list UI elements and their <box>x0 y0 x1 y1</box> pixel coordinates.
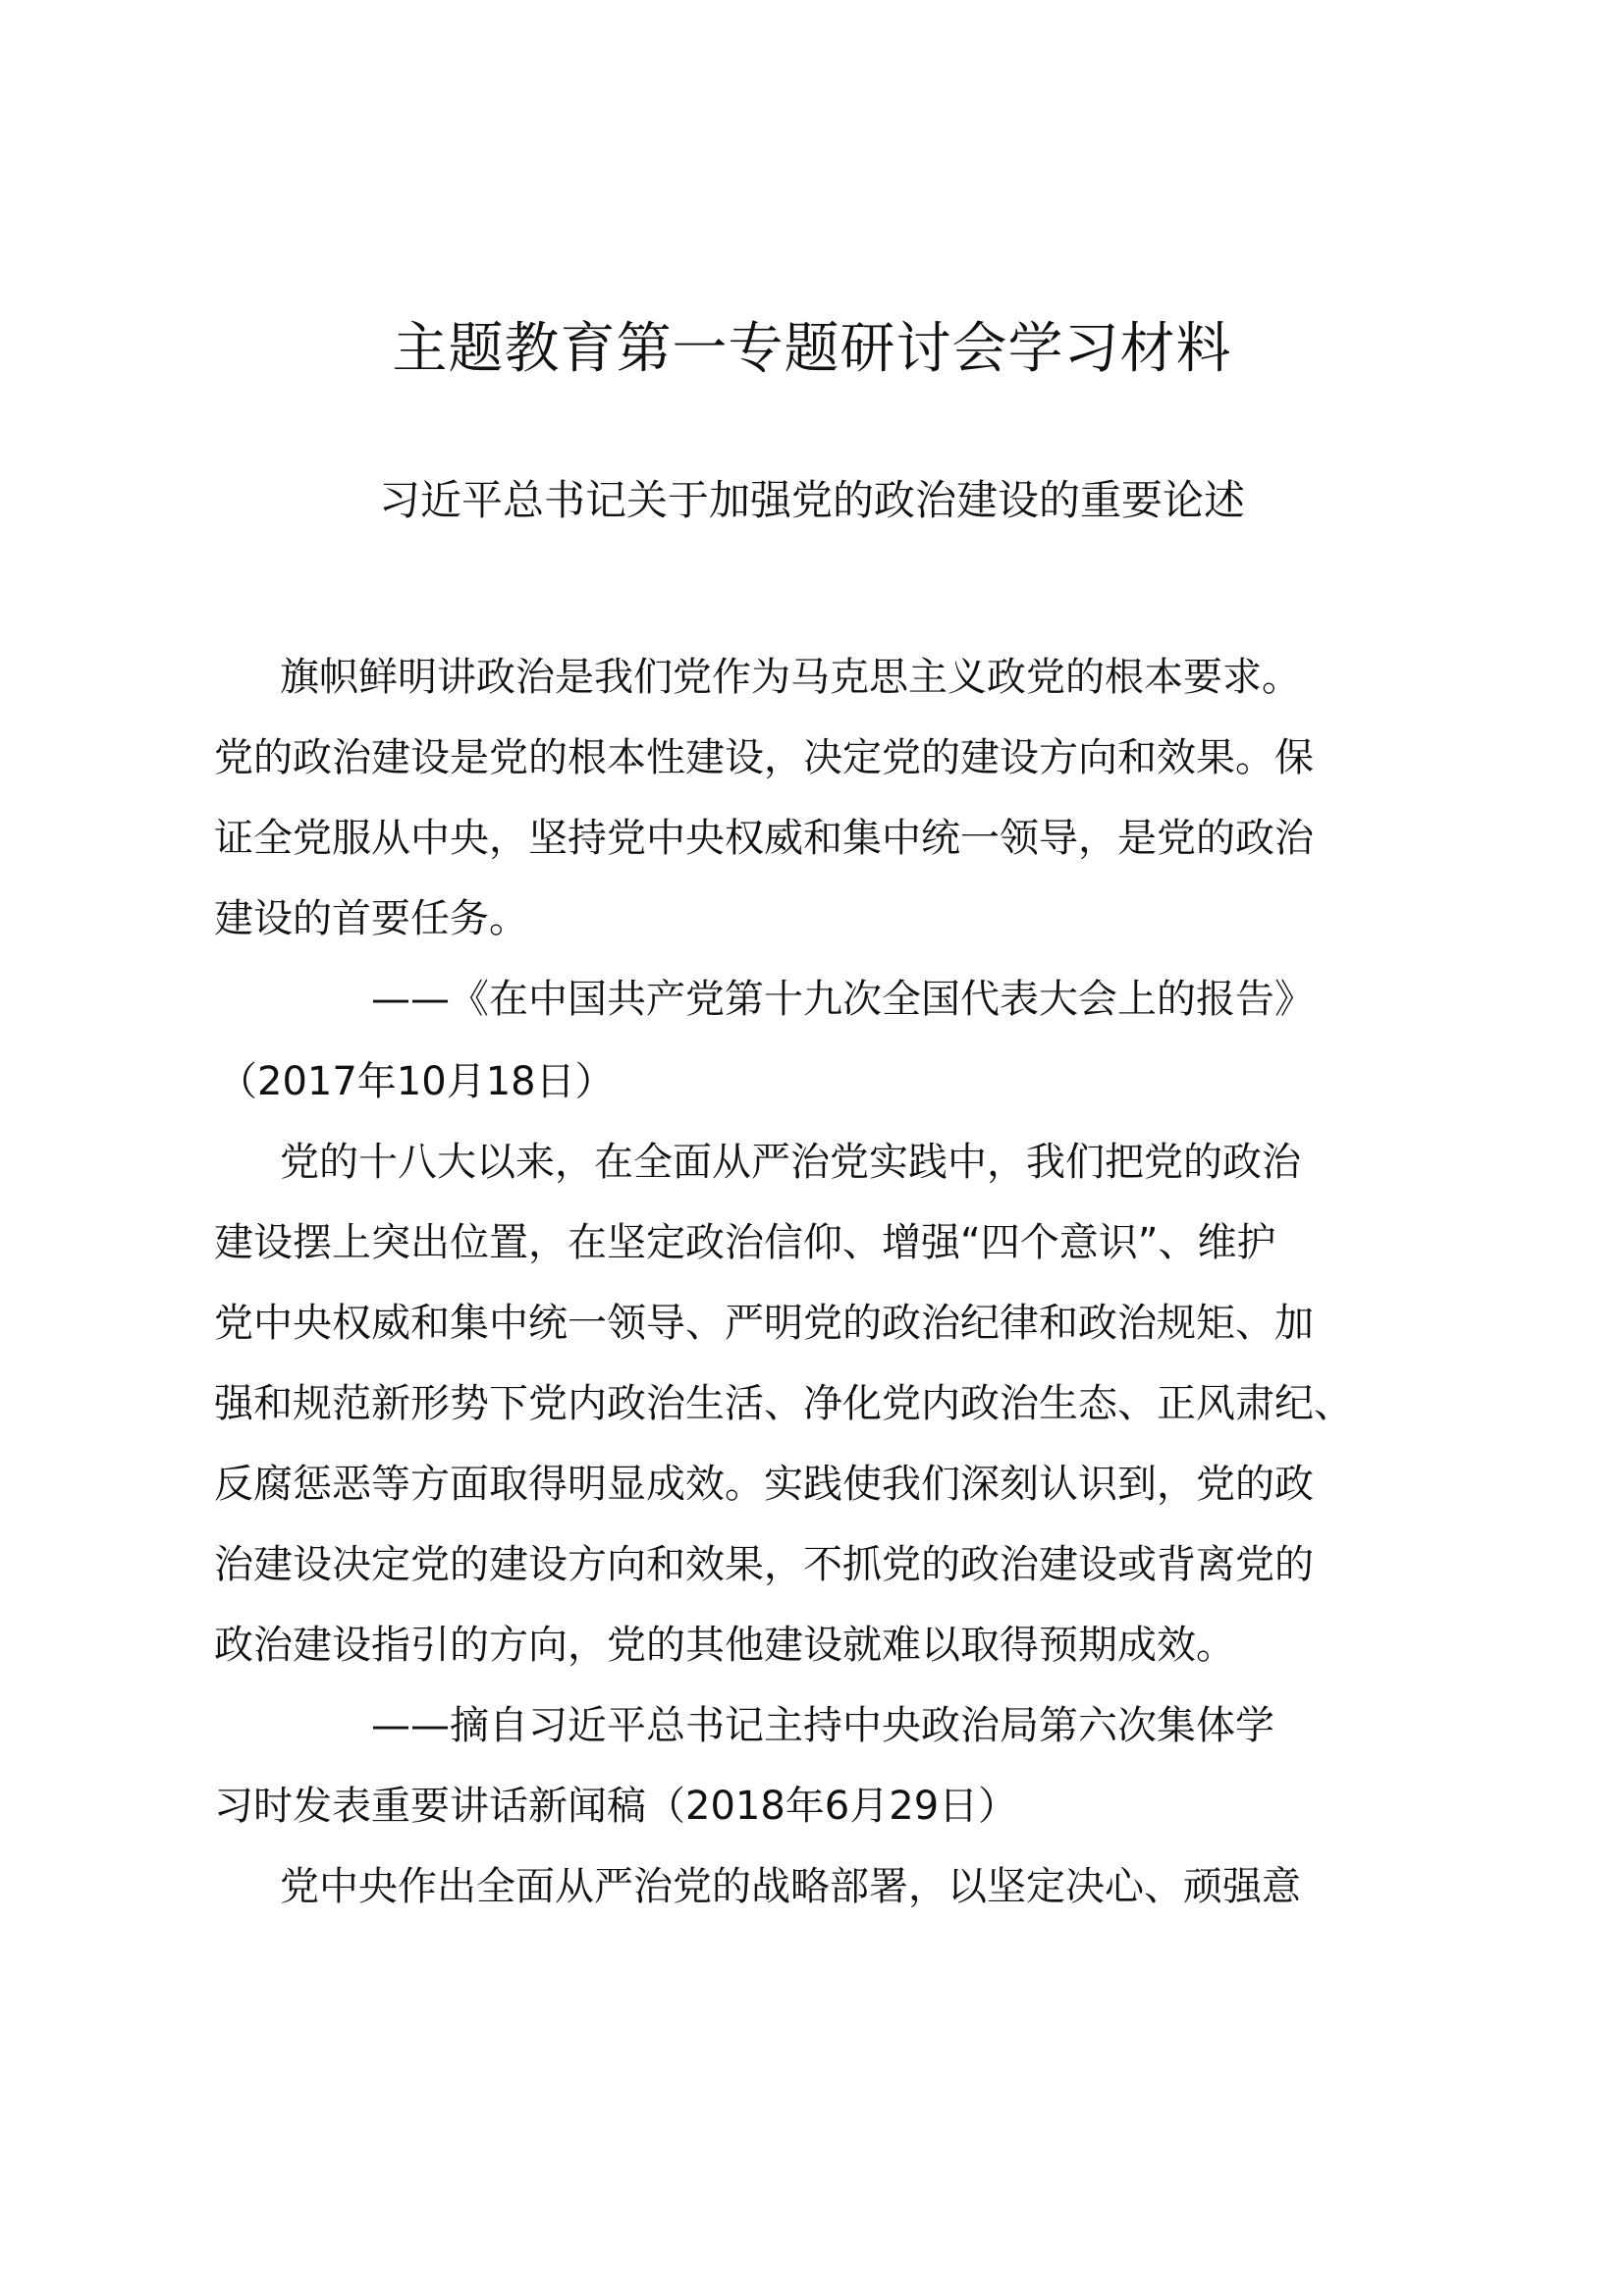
body-line: 强和规范新形势下党内政治生活、净化党内政治生态、正风肃纪、 <box>214 1381 1353 1426</box>
body-line: 党中央作出全面从严治党的战略部署，以坚定决心、顽强意 <box>280 1864 1301 1909</box>
body-line: 党的十八大以来，在全面从严治党实践中，我们把党的政治 <box>280 1140 1301 1185</box>
body-line: 建设的首要任务。 <box>214 896 528 941</box>
citation-line: ——摘自习近平总书记主持中央政治局第六次集体学 <box>371 1703 1274 1748</box>
citation-date: （2017年10月18日） <box>218 1059 615 1104</box>
body-line: 党的政治建设是党的根本性建设，决定党的建设方向和效果。保 <box>214 735 1314 780</box>
citation-line: ——《在中国共产党第十九次全国代表大会上的报告》 <box>371 977 1314 1022</box>
body-line: 建设摆上突出位置，在坚定政治信仰、增强“四个意识”、维护 <box>214 1220 1276 1265</box>
document-subtitle: 习近平总书记关于加强党的政治建设的重要论述 <box>378 476 1245 524</box>
body-line: 旗帜鲜明讲政治是我们党作为马克思主义政党的根本要求。 <box>280 655 1301 700</box>
citation-line: 习时发表重要讲话新闻稿（2018年6月29日） <box>214 1784 1018 1829</box>
body-line: 政治建设指引的方向，党的其他建设就难以取得预期成效。 <box>214 1623 1235 1668</box>
body-line: 治建设决定党的建设方向和效果，不抓党的政治建设或背离党的 <box>214 1542 1314 1587</box>
body-line: 证全党服从中央，坚持党中央权威和集中统一领导，是党的政治 <box>214 816 1314 861</box>
document-title: 主题教育第一专题研讨会学习材料 <box>392 317 1232 381</box>
body-line: 党中央权威和集中统一领导、严明党的政治纪律和政治规矩、加 <box>214 1301 1314 1346</box>
body-line: 反腐惩恶等方面取得明显成效。实践使我们深刻认识到，党的政 <box>214 1462 1314 1507</box>
